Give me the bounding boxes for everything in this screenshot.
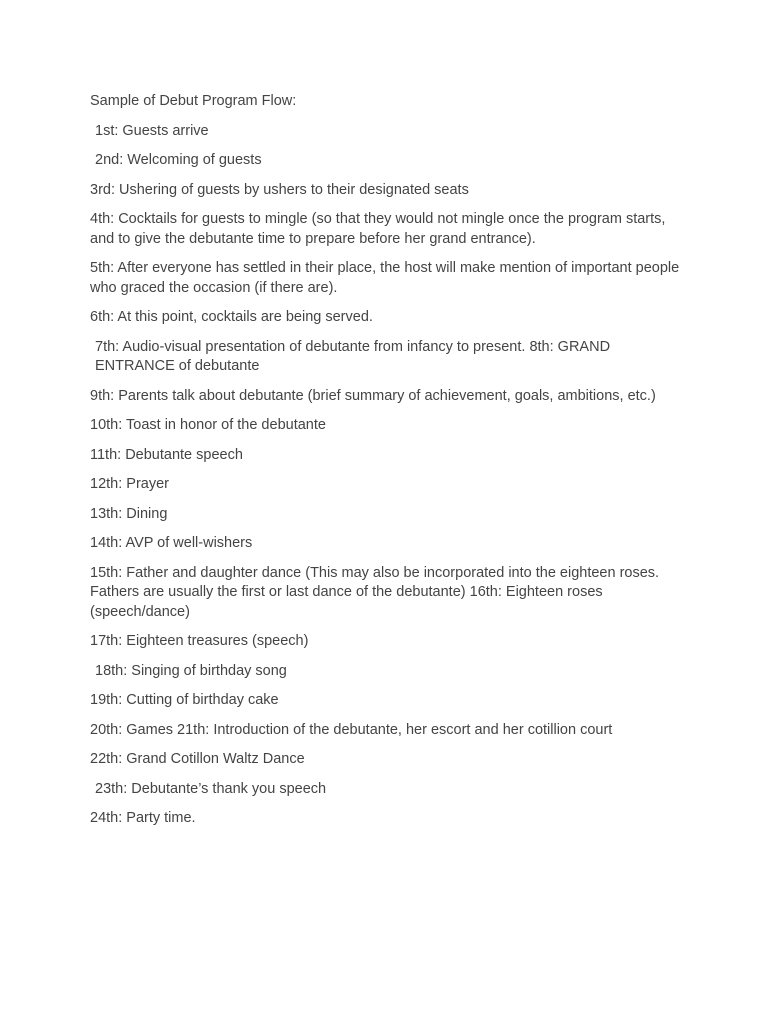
document-page xyxy=(90,92,680,839)
program-step: 11th: Debutante speech xyxy=(90,446,243,463)
program-step: 17th: Eighteen treasures (speech) xyxy=(90,633,309,649)
program-step: 24th: Party time. xyxy=(90,810,196,826)
program-step: 10th: Toast in honor of the debutante xyxy=(90,417,326,433)
program-step: 23th: Debutante’s thank you speech xyxy=(95,780,327,797)
program-step: 14th: AVP of well-wishers xyxy=(90,535,253,551)
program-step: 3rd: Ushering of guests by ushers to their designated seats xyxy=(90,181,469,198)
program-step: 7th: Audio-visual presentation of debutante from infancy to present. 8th: GRAND ENTRANCE of debutante xyxy=(95,338,611,374)
program-step: 12th: Prayer xyxy=(90,476,169,492)
program-step: 19th: Cutting of birthday cake xyxy=(90,692,279,708)
program-step: 15th: Father and daughter dance (This may also be incorporated into the eighteen roses. Fathers are usually the first or last dance of the debutante) 16th: Eighteen roses (speech/dance) xyxy=(90,564,660,620)
program-step: 22th: Grand Cotillon Waltz Dance xyxy=(90,751,305,767)
program-step: 5th: After everyone has settled in their place, the host will make mention of important people who graced the occasion (if there are). xyxy=(90,260,680,296)
program-step: 20th: Games 21th: Introduction of the debutante, her escort and her cotillion court xyxy=(90,721,613,738)
program-step: 2nd: Welcoming of guests xyxy=(95,152,262,168)
document-title: Sample of Debut Program Flow: xyxy=(90,93,297,109)
program-step: 1st: Guests arrive xyxy=(95,122,209,139)
program-step: 9th: Parents talk about debutante (brief summary of achievement, goals, ambitions, etc.) xyxy=(90,387,656,404)
program-step: 6th: At this point, cocktails are being served. xyxy=(90,309,373,325)
program-step: 18th: Singing of birthday song xyxy=(95,662,287,679)
program-step: 4th: Cocktails for guests to mingle (so that they would not mingle once the program starts, and to give the debutante time to prepare before her grand entrance). xyxy=(90,211,666,247)
program-steps-list xyxy=(90,122,680,829)
program-step: 13th: Dining xyxy=(90,505,168,522)
